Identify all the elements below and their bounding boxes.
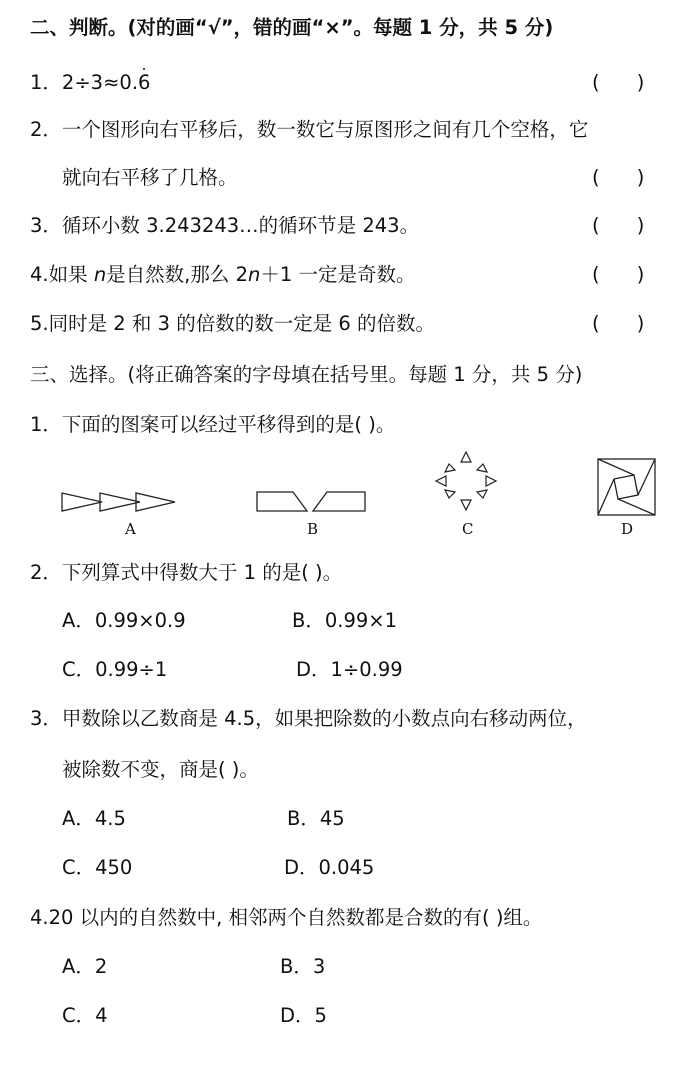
choice-q2-option-d[interactable]: D．1÷0.99 <box>296 658 403 681</box>
choice-q1 <box>30 412 395 438</box>
choice-q2-text: 下列算式中得数大于 1 的是( )。 <box>61 561 343 584</box>
choice-q3-option-b[interactable]: B．45 <box>287 807 345 830</box>
judge-item-4-num: 4. <box>30 263 49 286</box>
judge-item-5 <box>30 311 435 337</box>
figure-label-c: C <box>462 520 474 538</box>
choice-q4 <box>30 905 542 931</box>
judge-item-4 <box>30 262 415 288</box>
judge-item-5-num: 5. <box>30 312 49 335</box>
choice-q1-num: 1． <box>30 413 62 436</box>
answer-blank-3[interactable]: ( ) <box>592 214 645 237</box>
judge-item-5-text: 同时是 2 和 3 的倍数的数一定是 6 的倍数。 <box>48 312 436 335</box>
figure-c-sun <box>433 450 499 512</box>
choice-q2-option-c[interactable]: C．0.99÷1 <box>62 658 168 681</box>
choice-q4-num: 4. <box>30 906 49 929</box>
judge-item-4-text-post: ＋1 一定是奇数。 <box>260 263 416 286</box>
figure-a-arrows <box>60 489 178 515</box>
variable-n: n <box>93 263 107 286</box>
judge-item-1-num: 1． <box>30 71 62 94</box>
judge-item-2 <box>30 117 588 143</box>
judge-item-2-num: 2． <box>30 118 62 141</box>
choice-q3-num: 3． <box>30 707 62 730</box>
section3-heading: 三、选择。(将正确答案的字母填在括号里。每题 1 分，共 5 分) <box>30 363 583 386</box>
answer-blank-5[interactable]: ( ) <box>592 312 645 335</box>
repeating-digit: 6 <box>138 71 151 94</box>
choice-q2 <box>30 560 342 586</box>
judge-item-2-text: 一个图形向右平移后，数一数它与原图形之间有几个空格，它 <box>61 118 589 141</box>
choice-q4-option-a[interactable]: A．2 <box>62 955 108 978</box>
choice-q4-option-c[interactable]: C．4 <box>62 1004 108 1027</box>
choice-q2-num: 2． <box>30 561 62 584</box>
choice-q4-option-b[interactable]: B．3 <box>280 955 326 978</box>
figure-label-d: D <box>621 520 634 538</box>
choice-q2-option-a[interactable]: A．0.99×0.9 <box>62 609 186 632</box>
judge-item-1-text: 2÷3≈0. <box>61 71 139 94</box>
judge-item-3-text: 循环小数 3.243243…的循环节是 243。 <box>61 214 420 237</box>
figure-d-square <box>596 457 658 517</box>
choice-q2-option-b[interactable]: B．0.99×1 <box>292 609 398 632</box>
answer-blank-1[interactable]: ( ) <box>592 71 645 94</box>
choice-q3-option-c[interactable]: C．450 <box>62 856 133 879</box>
judge-item-1 <box>30 70 150 96</box>
figure-label-a: A <box>125 520 136 538</box>
choice-q3 <box>30 706 587 732</box>
choice-q1-text: 下面的图案可以经过平移得到的是( )。 <box>61 413 396 436</box>
variable-n-2: n <box>247 263 261 286</box>
choice-q3-option-a[interactable]: A．4.5 <box>62 807 126 830</box>
choice-q4-text: 20 以内的自然数中, 相邻两个自然数都是合数的有( )组。 <box>48 906 543 929</box>
judge-item-3-num: 3． <box>30 214 62 237</box>
choice-q3-option-d[interactable]: D．0.045 <box>284 856 375 879</box>
choice-q3-text: 甲数除以乙数商是 4.5，如果把除数的小数点向右移动两位， <box>61 707 587 730</box>
choice-q3-cont: 被除数不变，商是( )。 <box>62 758 259 781</box>
choice-q4-option-d[interactable]: D．5 <box>280 1004 327 1027</box>
section2-heading: 二、判断。(对的画“√”，错的画“×”。每题 1 分，共 5 分) <box>30 16 554 39</box>
answer-blank-4[interactable]: ( ) <box>592 263 645 286</box>
judge-item-3 <box>30 213 419 239</box>
figure-b-trapezoids <box>255 489 370 515</box>
judge-item-4-text-mid: 是自然数,那么 2 <box>106 263 248 286</box>
judge-item-4-text-pre: 如果 <box>48 263 94 286</box>
figure-label-b: B <box>307 520 319 538</box>
judge-item-2-cont: 就向右平移了几格。 <box>62 166 238 189</box>
answer-blank-2[interactable]: ( ) <box>592 166 645 189</box>
